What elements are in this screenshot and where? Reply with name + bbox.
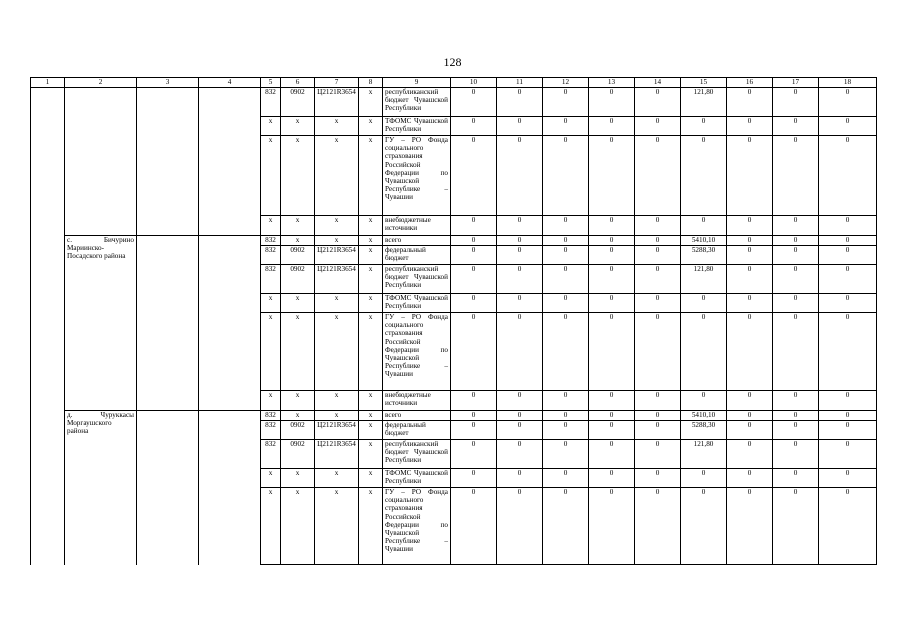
cell-c17: 0 [773,265,819,294]
cell-c6: 0902 [281,246,315,265]
cell-c17: 0 [773,313,819,391]
cell-c12: 0 [543,313,589,391]
settlement-name: с. Бичурино Мариинско-Посадского района [65,236,137,411]
cell-c17: 0 [773,246,819,265]
cell-c18: 0 [819,469,877,488]
cell-c17: 0 [773,216,819,236]
table-row [31,411,877,421]
cell-c5: x [261,313,281,391]
cell-c16: 0 [727,136,773,216]
table-row [31,88,877,117]
cell-c7: x [315,294,359,313]
funding-source: ТФОМС Чувашской Республики [383,469,451,488]
cell-c13: 0 [589,294,635,313]
funding-source: всего [383,236,451,246]
cell-c14: 0 [635,136,681,216]
cell-c18: 0 [819,117,877,136]
cell-c15: 5288,30 [681,246,727,265]
cell-c18: 0 [819,88,877,117]
cell-c6: x [281,411,315,421]
column-number: 4 [199,78,261,88]
cell-c13: 0 [589,88,635,117]
cell-c5: x [261,391,281,411]
column-number-row [31,78,877,88]
cell-c16: 0 [727,391,773,411]
cell-c17: 0 [773,391,819,411]
funding-source: ГУ – РО Фонда социального страхования Российской Федерации по Чувашской Республике – Чувашии [383,488,451,565]
cell-c8: x [359,313,383,391]
cell-c11: 0 [497,117,543,136]
cell-c6: x [281,236,315,246]
cell-c14: 0 [635,391,681,411]
cell-c15: 5410,10 [681,236,727,246]
funding-source: федеральный бюджет [383,421,451,440]
cell-c8: x [359,440,383,469]
column-number: 7 [315,78,359,88]
cell-c14: 0 [635,411,681,421]
cell-c12: 0 [543,488,589,565]
cell-c10: 0 [451,488,497,565]
cell-c5: 832 [261,246,281,265]
cell-c8: x [359,88,383,117]
cell-c5: 832 [261,236,281,246]
cell-c5: x [261,488,281,565]
cell-c11: 0 [497,391,543,411]
cell-c15: 0 [681,216,727,236]
column-number: 9 [383,78,451,88]
funding-source: республиканский бюджет Чувашской Республики [383,88,451,117]
column-number: 10 [451,78,497,88]
cell-c17: 0 [773,136,819,216]
column-number: 13 [589,78,635,88]
cell-c8: x [359,421,383,440]
cell-c10: 0 [451,117,497,136]
cell-c16: 0 [727,265,773,294]
cell-c16: 0 [727,236,773,246]
cell-c17: 0 [773,294,819,313]
cell-c16: 0 [727,411,773,421]
cell-c15: 5288,30 [681,421,727,440]
cell-c16: 0 [727,246,773,265]
cell-c10: 0 [451,236,497,246]
cell-c18: 0 [819,440,877,469]
cell-col4 [199,411,261,565]
cell-c10: 0 [451,411,497,421]
cell-c5: x [261,469,281,488]
cell-c12: 0 [543,411,589,421]
cell-c13: 0 [589,236,635,246]
cell-c18: 0 [819,136,877,216]
cell-c18: 0 [819,391,877,411]
cell-c6: x [281,117,315,136]
column-number: 18 [819,78,877,88]
column-number: 12 [543,78,589,88]
cell-c7: x [315,136,359,216]
cell-c17: 0 [773,411,819,421]
cell-c14: 0 [635,265,681,294]
column-number: 3 [137,78,199,88]
cell-c14: 0 [635,488,681,565]
cell-c6: x [281,391,315,411]
table-row [31,236,877,246]
cell-c7: x [315,216,359,236]
cell-c8: x [359,488,383,565]
cell-col1 [31,88,65,236]
column-number: 16 [727,78,773,88]
funding-source: республиканский бюджет Чувашской Республики [383,265,451,294]
cell-c7: Ц2121R3654 [315,440,359,469]
cell-c11: 0 [497,88,543,117]
cell-c16: 0 [727,440,773,469]
funding-source: ТФОМС Чувашской Республики [383,294,451,313]
cell-c14: 0 [635,313,681,391]
cell-c11: 0 [497,411,543,421]
cell-c13: 0 [589,421,635,440]
cell-c5: x [261,294,281,313]
cell-c16: 0 [727,294,773,313]
cell-c11: 0 [497,294,543,313]
cell-c10: 0 [451,136,497,216]
cell-c6: x [281,313,315,391]
cell-c12: 0 [543,117,589,136]
cell-c14: 0 [635,216,681,236]
cell-c6: 0902 [281,421,315,440]
cell-c14: 0 [635,236,681,246]
cell-c12: 0 [543,421,589,440]
cell-c11: 0 [497,216,543,236]
cell-c7: x [315,391,359,411]
cell-c18: 0 [819,265,877,294]
cell-c5: x [261,216,281,236]
cell-c7: x [315,469,359,488]
cell-c5: x [261,136,281,216]
funding-source: всего [383,411,451,421]
cell-c18: 0 [819,411,877,421]
cell-c17: 0 [773,488,819,565]
cell-c10: 0 [451,469,497,488]
cell-c15: 0 [681,391,727,411]
cell-c11: 0 [497,136,543,216]
cell-c7: x [315,117,359,136]
cell-c11: 0 [497,421,543,440]
cell-c16: 0 [727,88,773,117]
cell-c17: 0 [773,440,819,469]
cell-c8: x [359,216,383,236]
cell-col4 [199,236,261,411]
cell-col3 [137,236,199,411]
cell-c15: 0 [681,488,727,565]
cell-c13: 0 [589,313,635,391]
cell-c18: 0 [819,294,877,313]
cell-c15: 0 [681,469,727,488]
cell-c13: 0 [589,136,635,216]
cell-c13: 0 [589,246,635,265]
funding-source: ГУ – РО Фонда социального страхования Российской Федерации по Чувашской Республике – Чувашии [383,313,451,391]
cell-c17: 0 [773,421,819,440]
column-number: 15 [681,78,727,88]
cell-c15: 0 [681,294,727,313]
cell-c6: x [281,469,315,488]
cell-c12: 0 [543,236,589,246]
cell-c16: 0 [727,313,773,391]
cell-c13: 0 [589,488,635,565]
cell-c8: x [359,236,383,246]
cell-c8: x [359,246,383,265]
cell-c17: 0 [773,117,819,136]
funding-source: внебюджетные источники [383,216,451,236]
cell-col1 [31,411,65,565]
cell-c14: 0 [635,469,681,488]
cell-c16: 0 [727,117,773,136]
cell-c17: 0 [773,236,819,246]
cell-c10: 0 [451,313,497,391]
cell-c7: x [315,313,359,391]
cell-c6: x [281,136,315,216]
column-number: 5 [261,78,281,88]
cell-c8: x [359,136,383,216]
cell-c16: 0 [727,216,773,236]
cell-c6: 0902 [281,265,315,294]
cell-c10: 0 [451,246,497,265]
cell-c5: 832 [261,421,281,440]
cell-col3 [137,88,199,236]
cell-c15: 5410,10 [681,411,727,421]
cell-c14: 0 [635,88,681,117]
cell-c6: 0902 [281,88,315,117]
cell-c15: 121,80 [681,88,727,117]
cell-c11: 0 [497,313,543,391]
cell-c8: x [359,117,383,136]
funding-source: ГУ – РО Фонда социального страхования Российской Федерации по Чувашской Республике – Чувашии [383,136,451,216]
cell-c15: 0 [681,313,727,391]
cell-c5: x [261,117,281,136]
cell-c18: 0 [819,216,877,236]
cell-c18: 0 [819,246,877,265]
column-number: 11 [497,78,543,88]
cell-c14: 0 [635,117,681,136]
cell-c15: 0 [681,136,727,216]
cell-c14: 0 [635,246,681,265]
cell-c15: 121,80 [681,440,727,469]
cell-c8: x [359,469,383,488]
cell-c6: x [281,488,315,565]
cell-c5: 832 [261,265,281,294]
cell-c12: 0 [543,246,589,265]
cell-c13: 0 [589,265,635,294]
cell-c11: 0 [497,440,543,469]
cell-c14: 0 [635,294,681,313]
cell-c5: 832 [261,440,281,469]
cell-c11: 0 [497,236,543,246]
cell-col3 [137,411,199,565]
cell-c18: 0 [819,488,877,565]
cell-c11: 0 [497,265,543,294]
cell-c12: 0 [543,391,589,411]
cell-c7: Ц2121R3654 [315,265,359,294]
cell-c14: 0 [635,440,681,469]
cell-c6: 0902 [281,440,315,469]
cell-c14: 0 [635,421,681,440]
cell-c10: 0 [451,265,497,294]
page-number: 128 [443,55,462,69]
funding-source: внебюджетные источники [383,391,451,411]
funding-source: федеральный бюджет [383,246,451,265]
cell-c7: x [315,236,359,246]
cell-c18: 0 [819,236,877,246]
cell-c13: 0 [589,469,635,488]
column-number: 6 [281,78,315,88]
cell-c5: 832 [261,88,281,117]
cell-c10: 0 [451,88,497,117]
cell-c5: 832 [261,411,281,421]
cell-c15: 121,80 [681,265,727,294]
cell-c16: 0 [727,421,773,440]
cell-c12: 0 [543,440,589,469]
settlement-name: д. Чуруккасы Моргаушского района [65,411,137,565]
cell-c8: x [359,391,383,411]
cell-c11: 0 [497,469,543,488]
cell-c7: Ц2121R3654 [315,421,359,440]
cell-c6: x [281,216,315,236]
cell-c15: 0 [681,117,727,136]
cell-c17: 0 [773,469,819,488]
cell-c16: 0 [727,488,773,565]
cell-c13: 0 [589,440,635,469]
cell-c10: 0 [451,440,497,469]
cell-c7: Ц2121R3654 [315,246,359,265]
funding-source: республиканский бюджет Чувашской Республики [383,440,451,469]
cell-c11: 0 [497,246,543,265]
cell-c18: 0 [819,313,877,391]
cell-c13: 0 [589,216,635,236]
column-number: 1 [31,78,65,88]
cell-c11: 0 [497,488,543,565]
cell-c7: x [315,411,359,421]
cell-c8: x [359,265,383,294]
cell-c12: 0 [543,136,589,216]
cell-c8: x [359,411,383,421]
cell-c10: 0 [451,391,497,411]
cell-c8: x [359,294,383,313]
cell-c12: 0 [543,265,589,294]
cell-col4 [199,88,261,236]
budget-table [30,77,877,565]
cell-c12: 0 [543,88,589,117]
column-number: 17 [773,78,819,88]
column-number: 8 [359,78,383,88]
cell-c13: 0 [589,411,635,421]
cell-c18: 0 [819,421,877,440]
cell-c12: 0 [543,294,589,313]
cell-c12: 0 [543,216,589,236]
settlement-name [65,88,137,236]
cell-c16: 0 [727,469,773,488]
cell-c17: 0 [773,88,819,117]
cell-c6: x [281,294,315,313]
cell-c13: 0 [589,391,635,411]
column-number: 14 [635,78,681,88]
cell-c10: 0 [451,294,497,313]
cell-col1 [31,236,65,411]
cell-c7: Ц2121R3654 [315,88,359,117]
column-number: 2 [65,78,137,88]
cell-c12: 0 [543,469,589,488]
funding-source: ТФОМС Чувашской Республики [383,117,451,136]
cell-c13: 0 [589,117,635,136]
cell-c10: 0 [451,421,497,440]
cell-c7: x [315,488,359,565]
cell-c10: 0 [451,216,497,236]
